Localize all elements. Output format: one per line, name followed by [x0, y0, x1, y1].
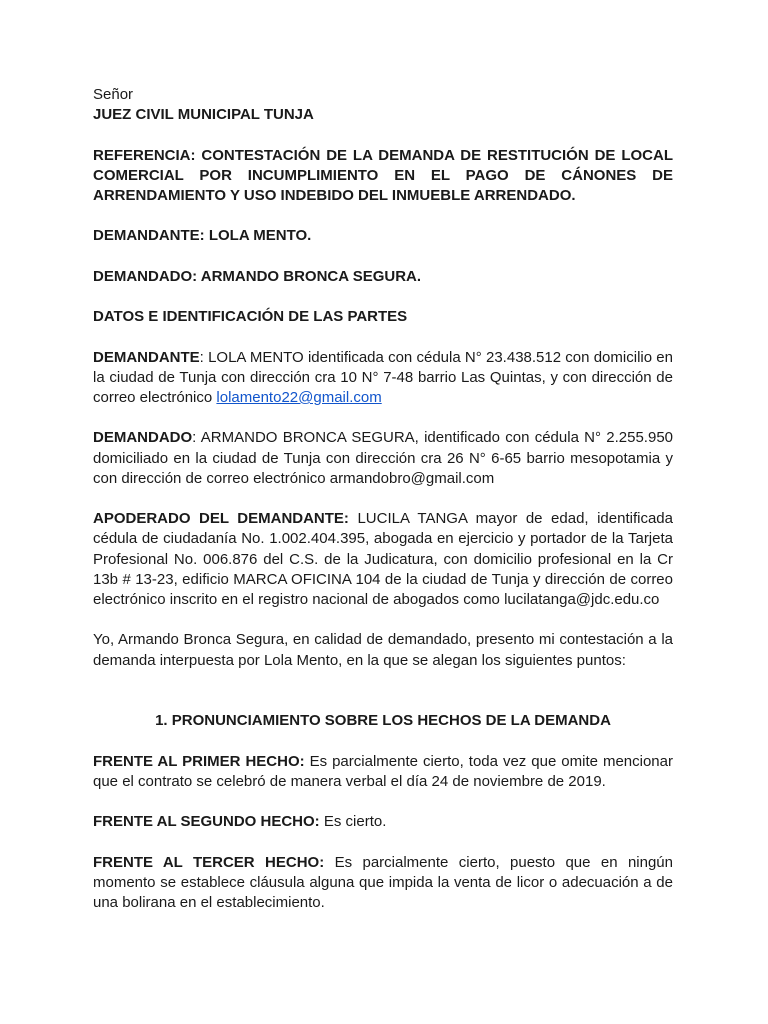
fact-paragraph: [93, 812, 673, 832]
attorney-label: APODERADO DEL DEMANDANTE:: [93, 510, 349, 528]
reference: REFERENCIA: CONTESTACIÓN DE LA DEMANDA DE RESTITUCIÓN DE LOCAL COMERCIAL POR INCUMPLIMIENTO EN EL PAGO DE CÁNONES DE ARRENDAMIENTO Y USO INDEBIDO DEL INMUEBLE ARRENDADO.: [93, 146, 673, 204]
defendant-paragraph: [93, 428, 673, 489]
blank-line: [93, 671, 673, 691]
fact-paragraph: [93, 752, 673, 792]
plaintiff-label: DEMANDANTE: [93, 348, 200, 366]
defendant-text: : ARMANDO BRONCA SEGURA, identificado con cédula N° 2.255.950 domiciliado en la ciudad de Tunja con dirección cra 26 N° 6-65 barrio mesopotamia y con dirección de correo electrónico armandobro@gmail.com: [93, 429, 673, 487]
plaintiff-paragraph: [93, 348, 673, 409]
fact-text: Es cierto.: [319, 813, 387, 831]
defendant-label: DEMANDADO: [93, 429, 193, 447]
fact-label: FRENTE AL SEGUNDO HECHO:: [93, 813, 320, 831]
section-title: 1. PRONUNCIAMIENTO SOBRE LOS HECHOS DE LA DEMANDA: [155, 712, 611, 730]
fact-text: Es parcialmente cierto, toda vez que omite mencionar que el contrato se celebró de manera verbal el día 24 de noviembre de 2019.: [93, 752, 673, 790]
plaintiff-email-link[interactable]: lolamento22@gmail.com: [216, 388, 382, 406]
plaintiff-text: : LOLA MENTO identificada con cédula N° 23.438.512 con domicilio en la ciudad de Tunja con dirección cra 10 N° 7-48 barrio Las Quintas, y con dirección de correo electrónico: [93, 348, 673, 406]
fact-label: FRENTE AL PRIMER HECHO:: [93, 752, 305, 770]
attorney-text: LUCILA TANGA mayor de edad, identificada cédula de ciudadanía No. 1.002.404.395, abogada en ejercicio y portador de la Tarjeta Profesional No. 006.876 del C.S. de la Judicatura, con domicilio profesional en la Cr 13b # 13-23, edificio MARCA OFICINA 104 de la ciudad de Tunja y dirección de correo electrónico inscrito en el registro nacional de abogados como lucilatanga@jdc.edu.co: [93, 510, 673, 608]
recipient: JUEZ CIVIL MUNICIPAL TUNJA: [93, 106, 314, 124]
fact-label: FRENTE AL TERCER HECHO:: [93, 853, 325, 871]
parties-heading: DATOS E IDENTIFICACIÓN DE LAS PARTES: [93, 308, 408, 326]
salutation: Señor: [93, 86, 134, 103]
defendant-line: DEMANDADO: ARMANDO BRONCA SEGURA.: [93, 267, 422, 285]
attorney-paragraph: [93, 509, 673, 610]
plaintiff-line: DEMANDANTE: LOLA MENTO.: [93, 227, 312, 245]
fact-text: Es parcialmente cierto, puesto que en ningún momento se establece cláusula alguna que impida la venta de licor o adecuación a de una bolirana en el establecimiento.: [93, 853, 673, 911]
fact-paragraph: [93, 853, 673, 914]
document-page: [93, 85, 673, 913]
intro-paragraph: Yo, Armando Bronca Segura, en calidad de demandado, presento mi contestación a la demanda interpuesta por Lola Mento, en la que se alegan los siguientes puntos:: [93, 631, 673, 669]
